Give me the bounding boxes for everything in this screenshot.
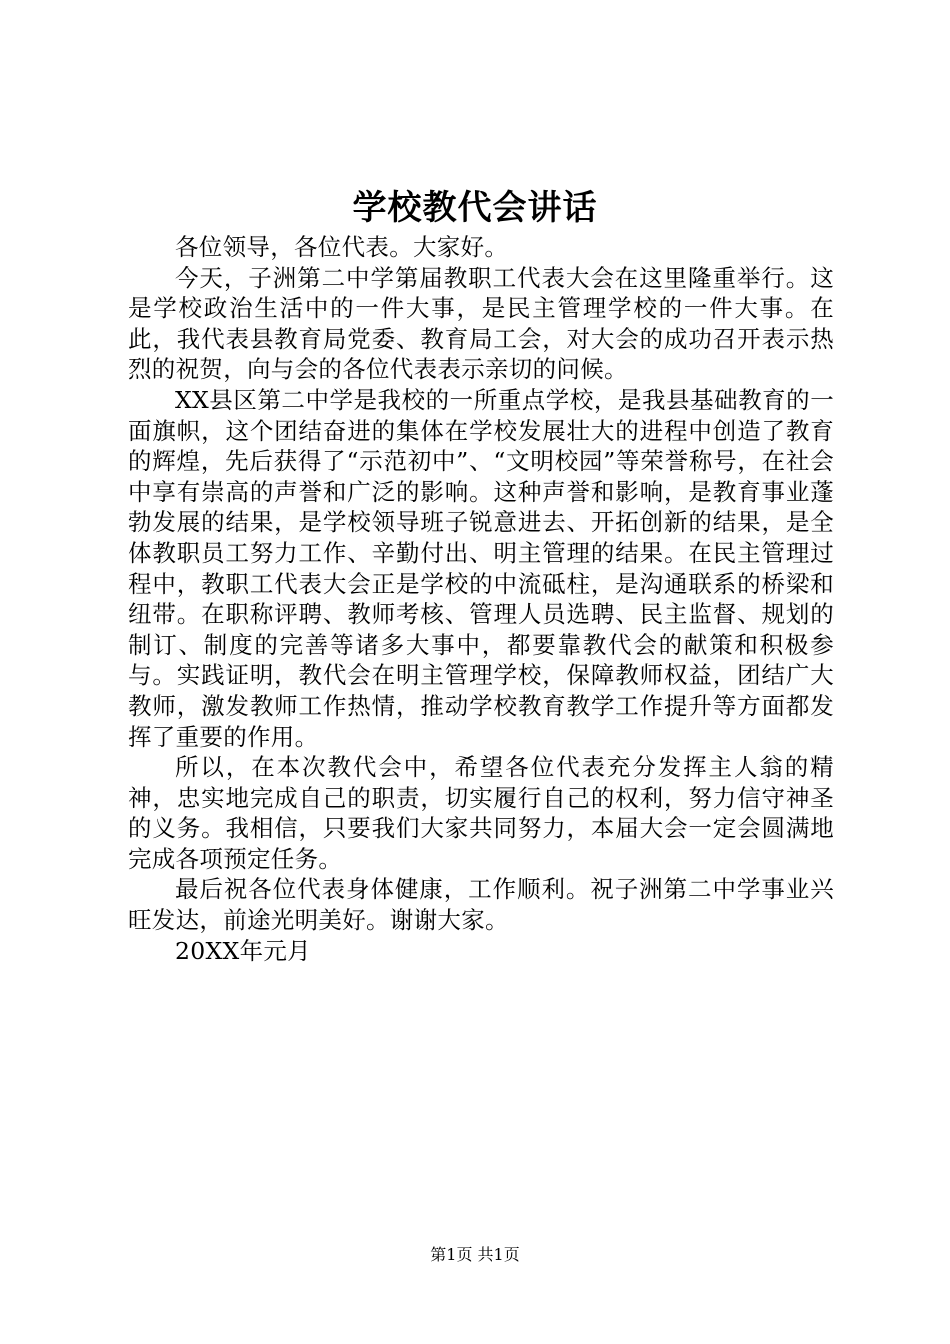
date-line: 20XX年元月 xyxy=(175,936,311,965)
greeting-paragraph: 各位领导，各位代表。大家好。 xyxy=(175,233,509,261)
document-title: 学校教代会讲话 xyxy=(352,188,598,228)
document-body xyxy=(128,232,834,966)
hope-paragraph: 所以，在本次教代会中，希望各位代表充分发挥主人翁的精神，忠实地完成自己的职责，切实履行自己的权利，努力信守神圣的义务。我相信，只要我们大家共同努力，本届大会一定会圆满地完成各项预定任务。 xyxy=(128,753,834,873)
school-intro-paragraph: XX县区第二中学是我校的一所重点学校，是我县基础教育的一面旗帜，这个团结奋进的集体在学校发展壮大的进程中创造了教育的辉煌，先后获得了“示范初中”、“文明校园”等荣誉称号，在社会中享有崇高的声誉和广泛的影响。这种声誉和影响，是教育事业蓬勃发展的结果，是学校领导班子锐意进去、开拓创新的结果，是全体教职员工努力工作、辛勤付出、明主管理的结果。在民主管理过程中，教职工代表大会正是学校的中流砥柱，是沟通联系的桥梁和纽带。在职称评聘、教师考核、管理人员选聘、民主监督、规划的制订、制度的完善等诸多大事中，都要靠教代会的献策和积极参与。实践证明，教代会在明主管理学校，保障教师权益，团结广大教师，激发教师工作热情，推动学校教育教学工作提升等方面都发挥了重要的作用。 xyxy=(128,385,834,751)
opening-paragraph: 今天，子洲第二中学第届教职工代表大会在这里隆重举行。这是学校政治生活中的一件大事，是民主管理学校的一件大事。在此，我代表县教育局党委、教育局工会，对大会的成功召开表示热烈的祝贺，向与会的各位代表表示亲切的问候。 xyxy=(128,263,834,384)
closing-paragraph: 最后祝各位代表身体健康，工作顺利。祝子洲第二中学事业兴旺发达，前途光明美好。谢谢大家。 xyxy=(128,875,834,935)
page-number-footer: 第1页 共1页 xyxy=(430,1245,520,1264)
